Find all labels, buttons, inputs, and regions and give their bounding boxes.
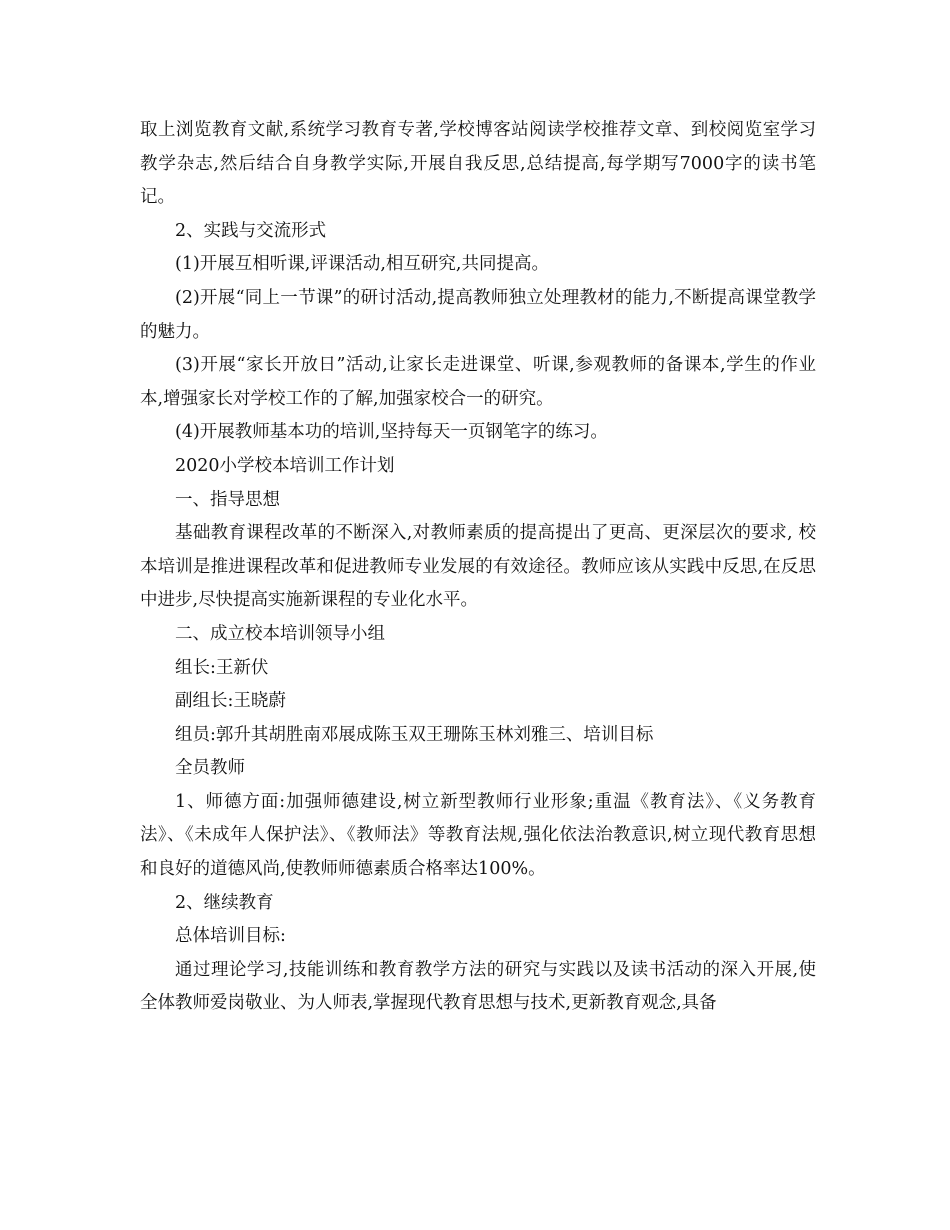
- heading-leadership-group: 二、成立校本培训领导小组: [175, 623, 385, 644]
- paragraph-guiding-ideology: 基础教育课程改革的不断深入,对教师素质的提高提出了更高、更深层次的要求, 校本培训是推进课程改革和促进教师专业发展的有效途径。教师应该从实践中反思,在反思中进步,尽快提高实施新课程的专业化水平。: [140, 523, 816, 611]
- list-item-1: (1)开展互相听课,评课活动,相互研究,共同提高。: [175, 254, 549, 275]
- section-title: 2020小学校本培训工作计划: [175, 455, 395, 476]
- heading-practice-exchange: 2、实践与交流形式: [175, 220, 327, 241]
- heading-continuing-education: 2、继续教育: [175, 892, 274, 913]
- heading-guiding-ideology: 一、指导思想: [175, 489, 280, 510]
- leader-line: 组长:王新伏: [175, 657, 269, 678]
- list-item-2: (2)开展“同上一节课”的研讨活动,提高教师独立处理教材的能力,不断提高课堂教学的魅力。: [140, 287, 816, 342]
- all-teachers-line: 全员教师: [175, 758, 245, 779]
- paragraph-teacher-ethics: 1、师德方面:加强师德建设,树立新型教师行业形象;重温《教育法》、《义务教育法》、《未成年人保护法》、《教师法》等教育法规,强化依法治教意识,树立现代教育思想和良好的道德风尚,使教师师德素质合格率达100%。: [140, 791, 816, 880]
- list-item-4: (4)开展教师基本功的培训,坚持每天一页钢笔字的练习。: [175, 422, 608, 443]
- members-line: 组员:郭升其胡胜南邓展成陈玉双王珊陈玉林刘雅三、培训目标: [175, 724, 654, 745]
- list-item-3: (3)开展“家长开放日”活动,让家长走进课堂、听课,参观教师的备课本,学生的作业本,增强家长对学校工作的了解,加强家校合一的研究。: [140, 355, 816, 409]
- paragraph-reading-notes: 取上浏览教育文献,系统学习教育专著,学校博客站阅读学校推荐文章、到校阅览室学习教学杂志,然后结合自身教学实际,开展自我反思,总结提高,每学期写7000字的读书笔记。: [140, 120, 816, 208]
- overall-goal-label: 总体培训目标:: [175, 926, 286, 947]
- deputy-leader-line: 副组长:王晓蔚: [175, 691, 286, 712]
- paragraph-overall-goal: 通过理论学习,技能训练和教育教学方法的研究与实践以及读书活动的深入开展,使全体教师爱岗敬业、为人师表,掌握现代教育思想与技术,更新教育观念,具备: [140, 959, 816, 1014]
- document-body: [140, 114, 816, 1021]
